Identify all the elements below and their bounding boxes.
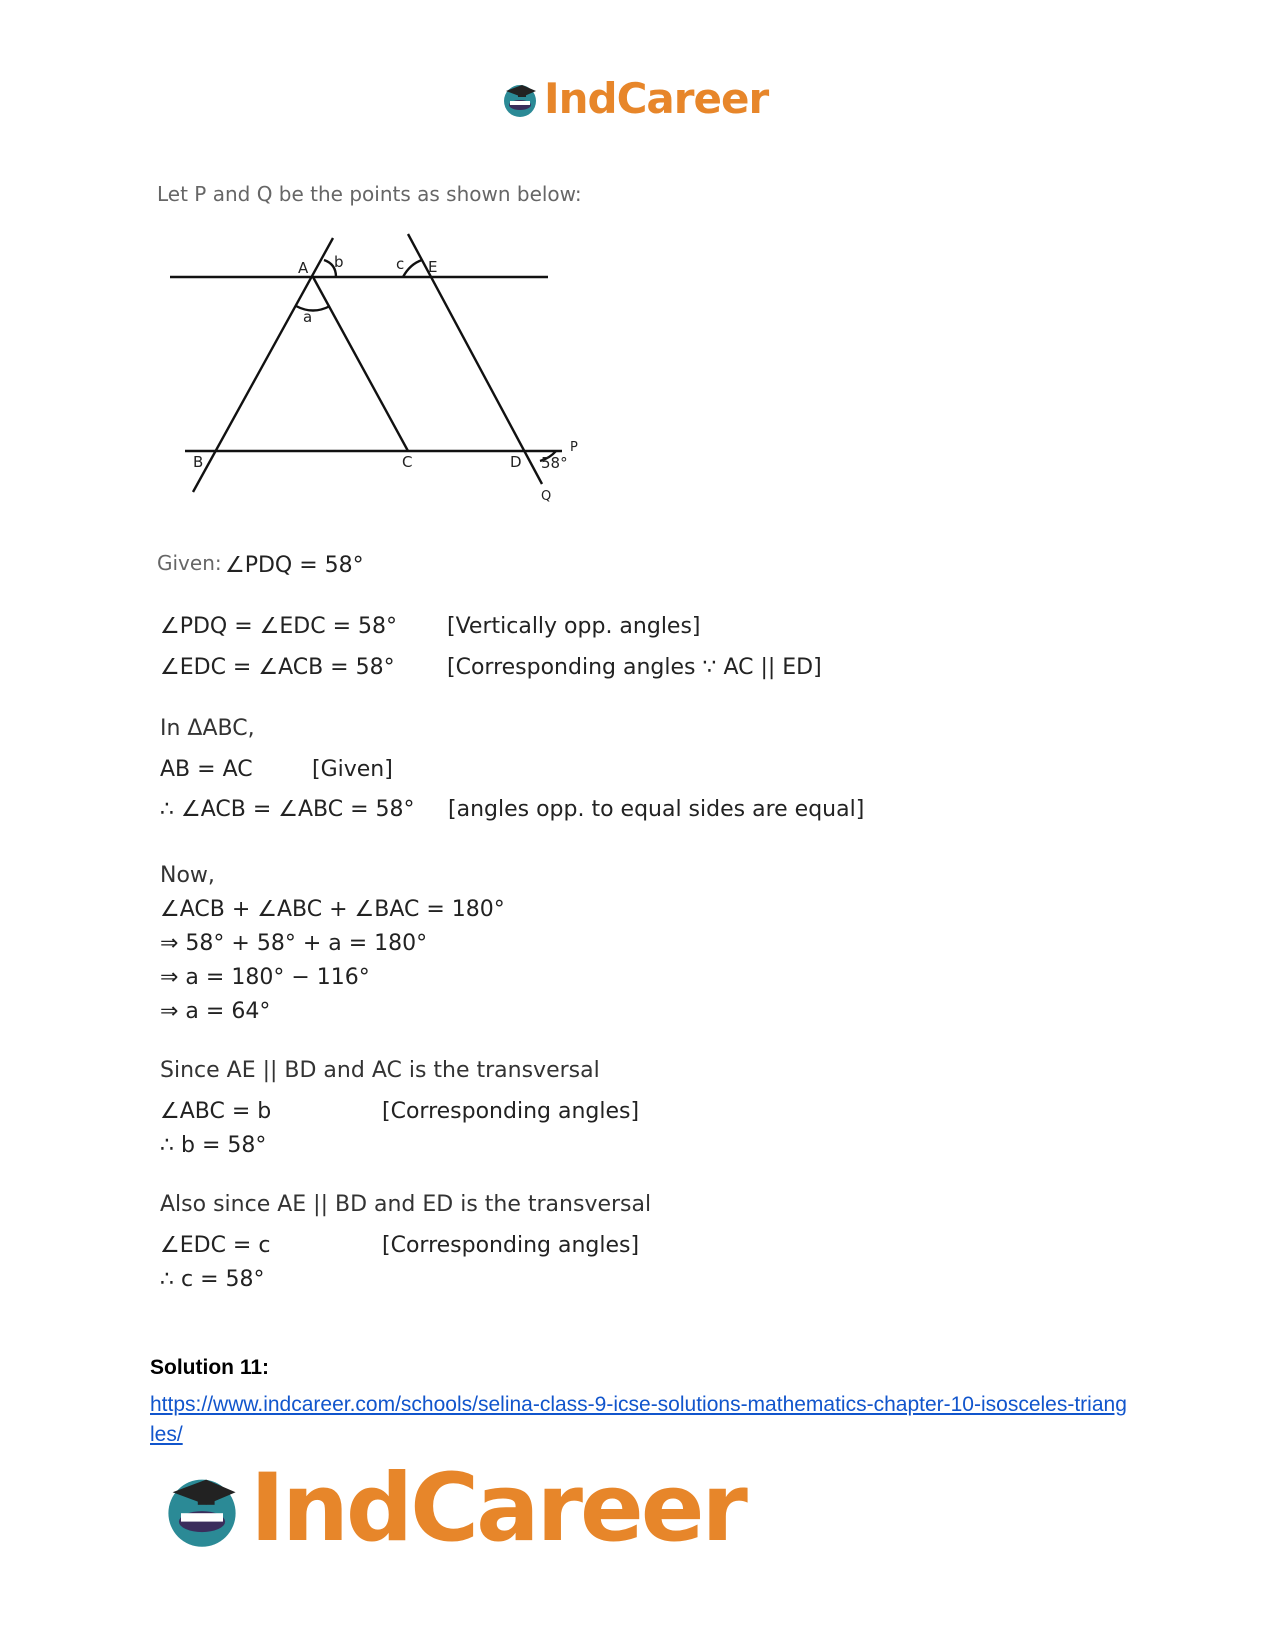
now-intro: Now,: [160, 863, 215, 888]
triangle-intro: In ΔABC,: [160, 716, 255, 741]
arc-a: [296, 306, 330, 311]
now-line-2: ⇒ 58° + 58° + a = 180°: [160, 931, 428, 956]
triangle-step-1-reason: [Given]: [312, 757, 393, 782]
triangle-step-1-equation: AB = AC: [160, 757, 253, 782]
footer-logo: [160, 1454, 745, 1563]
label-c-angle: c: [396, 255, 405, 273]
part-c-result: ∴ c = 58°: [160, 1267, 265, 1292]
line-ac: [313, 277, 408, 451]
arc-c: [403, 260, 422, 277]
triangle-figure: [160, 230, 600, 510]
label-angle-58: 58°: [541, 454, 568, 472]
header-logo-text: IndCareer: [544, 74, 769, 123]
triangle-step-2-reason: [angles opp. to equal sides are equal]: [448, 797, 865, 822]
header-logo: [500, 74, 769, 123]
label-c-vertex: C: [402, 453, 413, 471]
given-label: Given:: [157, 551, 222, 575]
part-b-intro: Since AE || BD and AC is the transversal: [160, 1058, 600, 1083]
label-b-vertex: B: [193, 453, 204, 471]
given-value: ∠PDQ = 58°: [225, 553, 364, 578]
part-c-reason: [Corresponding angles]: [382, 1233, 640, 1258]
graduation-globe-icon: [160, 1467, 244, 1551]
now-line-4: ⇒ a = 64°: [160, 999, 271, 1024]
solution-heading: Solution 11:: [150, 1356, 270, 1379]
triangle-step-2-equation: ∴ ∠ACB = ∠ABC = 58°: [160, 797, 415, 822]
label-e-vertex: E: [428, 258, 438, 276]
label-q: Q: [541, 489, 552, 504]
part-c-intro: Also since AE || BD and ED is the transversal: [160, 1192, 652, 1217]
label-a-vertex: A: [298, 259, 309, 277]
part-b-result: ∴ b = 58°: [160, 1133, 267, 1158]
footer-logo-text: IndCareer: [250, 1454, 745, 1563]
step-2-reason: [Corresponding angles ∵ AC || ED]: [447, 655, 822, 680]
label-a-angle: a: [303, 308, 313, 326]
solution-link[interactable]: https://www.indcareer.com/schools/selina-class-9-icse-solutions-mathematics-chapter-10-isosceles-triangles/: [150, 1393, 1127, 1446]
label-b-angle: b: [334, 253, 344, 271]
step-1-equation: ∠PDQ = ∠EDC = 58°: [160, 614, 398, 639]
label-d-vertex: D: [510, 453, 522, 471]
part-c-equation: ∠EDC = c: [160, 1233, 271, 1258]
graduation-globe-icon: [500, 79, 540, 119]
part-b-equation: ∠ABC = b: [160, 1099, 272, 1124]
now-line-3: ⇒ a = 180° − 116°: [160, 965, 370, 990]
part-b-reason: [Corresponding angles]: [382, 1099, 640, 1124]
step-2-equation: ∠EDC = ∠ACB = 58°: [160, 655, 395, 680]
step-1-reason: [Vertically opp. angles]: [447, 614, 701, 639]
now-line-1: ∠ACB + ∠ABC + ∠BAC = 180°: [160, 897, 505, 922]
intro-text: Let P and Q be the points as shown below:: [157, 182, 582, 206]
label-p: P: [570, 440, 578, 455]
